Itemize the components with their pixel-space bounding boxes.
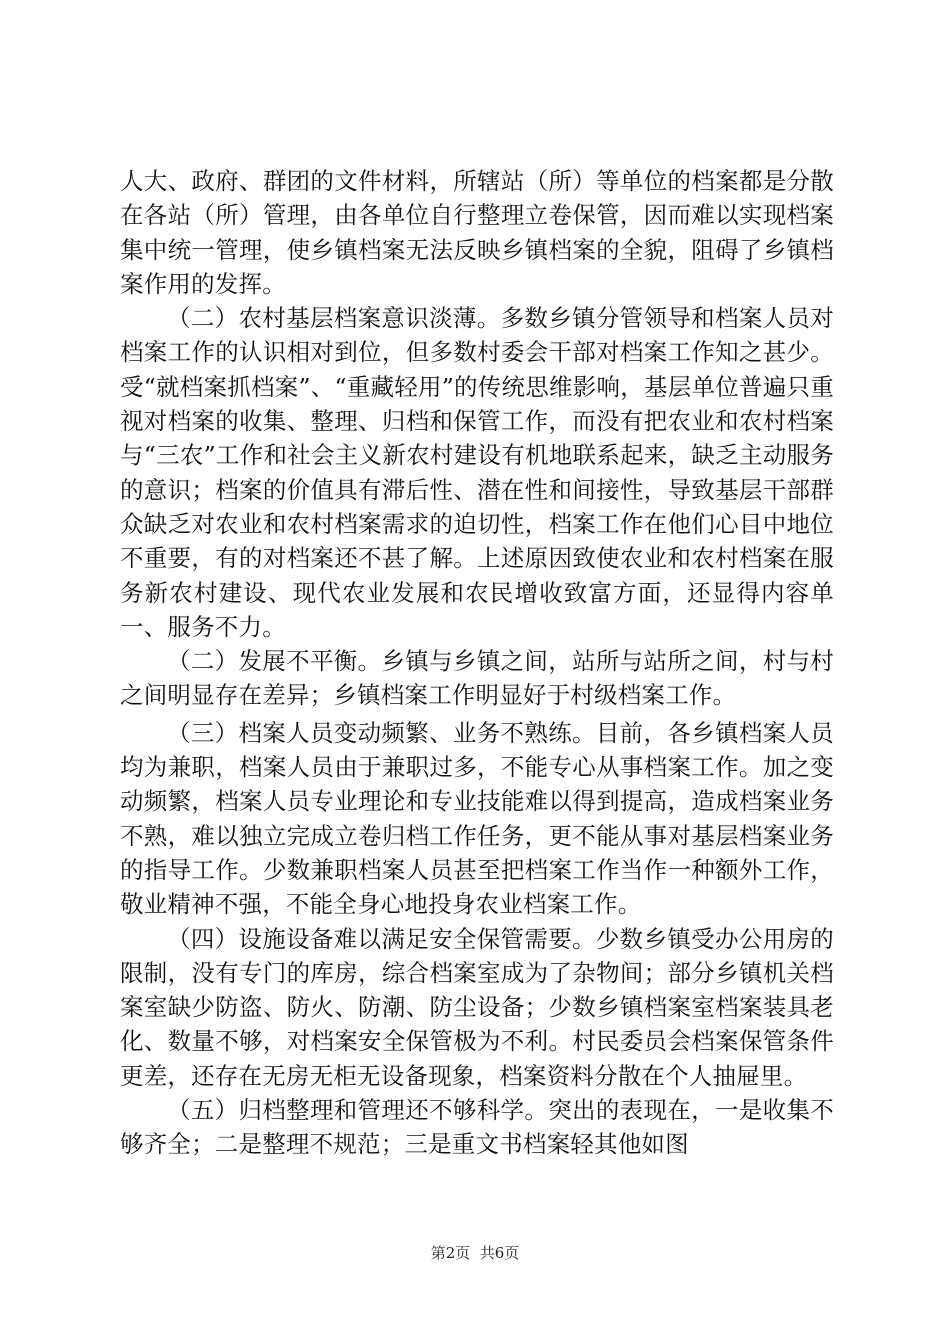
paragraph-facilities: （四）设施设备难以满足安全保管需要。少数乡镇受办公用房的限制，没有专门的库房，综合档案室成为了杂物间；部分乡镇机关档案室缺少防盗、防火、防潮、防尘设备；少数乡镇档案室档案装具老化、数量不够，对档案安全保管极为不利。村民委员会档案保管条件更差，还存在无房无柜无设备现象，档案资料分散在个人抽屉里。 <box>120 924 834 1090</box>
document-body <box>120 164 834 1162</box>
paragraph-continuation: 人大、政府、群团的文件材料，所辖站（所）等单位的档案都是分散在各站（所）管理，由各单位自行整理立卷保管，因而难以实现档案集中统一管理，使乡镇档案无法反映乡镇档案的全貌，阻碍了乡镇档案作用的发挥。 <box>120 167 834 298</box>
paragraph-filing-management: （五）归档整理和管理还不够科学。突出的表现在，一是收集不够齐全；二是整理不规范；三是重文书档案轻其他如图 <box>120 1096 834 1159</box>
paragraph-rural-awareness: （二）农村基层档案意识淡薄。多数乡镇分管领导和档案人员对档案工作的认识相对到位，但多数村委会干部对档案工作知之甚少。受“就档案抓档案”、“重藏轻用”的传统思维影响，基层单位普遍只重视对档案的收集、整理、归档和保管工作，而没有把农业和农村档案与“三农”工作和社会主义新农村建设有机地联系起来，缺乏主动服务的意识；档案的价值具有滞后性、潜在性和间接性，导致基层干部群众缺乏对农业和农村档案需求的迫切性，档案工作在他们心目中地位不重要，有的对档案还不甚了解。上述原因致使农业和农村档案在服务新农村建设、现代农业发展和农民增收致富方面，还显得内容单一、服务不力。 <box>120 304 834 641</box>
page-number: 第2页 共6页 <box>430 1244 520 1262</box>
page-footer <box>0 1243 950 1263</box>
paragraph-uneven-development: （二）发展不平衡。乡镇与乡镇之间，站所与站所之间，村与村之间明显存在差异；乡镇档案工作明显好于村级档案工作。 <box>120 647 834 710</box>
paragraph-staff-turnover: （三）档案人员变动频繁、业务不熟练。目前，各乡镇档案人员均为兼职，档案人员由于兼职过多，不能专心从事档案工作。加之变动频繁，档案人员专业理论和专业技能难以得到提高，造成档案业务不熟，难以独立完成立卷归档工作任务，更不能从事对基层档案业务的指导工作。少数兼职档案人员甚至把档案工作当作一种额外工作，敬业精神不强，不能全身心地投身农业档案工作。 <box>120 718 834 919</box>
